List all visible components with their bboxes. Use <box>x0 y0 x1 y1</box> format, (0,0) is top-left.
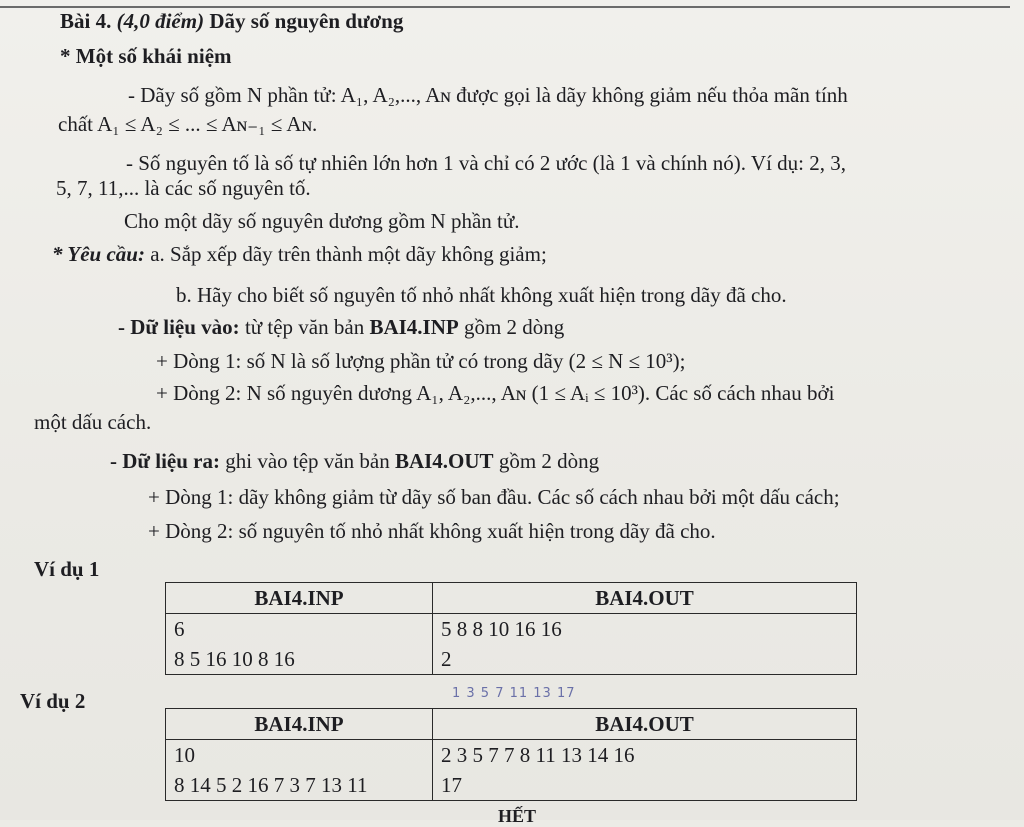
handwritten-note: 1 3 5 7 11 13 17 <box>452 686 576 701</box>
output-heading-line: - Dữ liệu ra: ghi vào tệp văn bản BAI4.OUT gồm 2 dòng <box>110 449 600 473</box>
given-text: Cho một dãy số nguyên dương gồm N phần tử. <box>124 209 520 233</box>
output-line1: + Dòng 1: dãy không giảm từ dãy số ban đầu. Các số cách nhau bởi một dấu cách; <box>148 485 840 509</box>
input-heading-line: - Dữ liệu vào: từ tệp văn bản BAI4.INP gồm 2 dòng <box>118 315 565 339</box>
input-line2a: + Dòng 2: N số nguyên dương A₁, A₂,..., Aɴ (1 ≤ Aᵢ ≤ 10³). Các số cách nhau bởi <box>156 381 835 405</box>
output-heading: - Dữ liệu ra: <box>110 449 220 473</box>
example1-label: Ví dụ 1 <box>34 557 100 581</box>
input-line2b: một dấu cách. <box>34 410 152 434</box>
top-border <box>0 0 1010 8</box>
output-file: BAI4.OUT <box>394 449 494 473</box>
concept2-line2: 5, 7, 11,... là các số nguyên tố. <box>56 176 311 200</box>
table-row: 8 5 16 10 8 16 2 <box>166 644 857 675</box>
input-file: BAI4.INP <box>369 315 459 339</box>
table-row: 8 14 5 2 16 7 3 7 13 11 17 <box>166 770 857 801</box>
table-row: 6 5 8 8 10 16 16 <box>166 614 857 645</box>
example2-header-inp: BAI4.INP <box>166 709 433 740</box>
example1-table <box>165 582 857 675</box>
footer-fragment: HẾT <box>498 806 537 826</box>
table-row: 10 2 3 5 7 7 8 11 13 14 16 <box>166 740 857 771</box>
concept1-line1: - Dãy số gồm N phần tử: A₁, A₂,..., Aɴ được gọi là dãy không giảm nếu thỏa mãn tính <box>128 83 848 107</box>
requirement-b: b. Hãy cho biết số nguyên tố nhỏ nhất không xuất hiện trong dãy đã cho. <box>176 283 787 307</box>
requirement-a-line <box>52 241 547 267</box>
requirement-a: a. Sắp xếp dãy trên thành một dãy không giảm; <box>150 242 547 266</box>
problem-title: Bài 4. (4,0 điểm) Dãy số nguyên dương <box>60 9 404 33</box>
example2-table <box>165 708 857 801</box>
requirement-heading: * Yêu cầu: <box>52 242 145 266</box>
example1-header-inp: BAI4.INP <box>166 583 433 614</box>
example2-label: Ví dụ 2 <box>20 689 86 713</box>
input-line1: + Dòng 1: số N là số lượng phần tử có trong dãy (2 ≤ N ≤ 10³); <box>156 349 686 373</box>
concepts-heading: * Một số khái niệm <box>60 44 232 68</box>
output-line2: + Dòng 2: số nguyên tố nhỏ nhất không xuất hiện trong dãy đã cho. <box>148 519 716 543</box>
example1-header-out: BAI4.OUT <box>433 583 857 614</box>
example2-header-out: BAI4.OUT <box>433 709 857 740</box>
input-heading: - Dữ liệu vào: <box>118 315 240 339</box>
concept1-line2: chất A₁ ≤ A₂ ≤ ... ≤ Aɴ₋₁ ≤ Aɴ. <box>58 112 318 136</box>
concept2-line1: - Số nguyên tố là số tự nhiên lớn hơn 1 và chỉ có 2 ước (là 1 và chính nó). Ví dụ: 2, 3, <box>126 151 846 175</box>
